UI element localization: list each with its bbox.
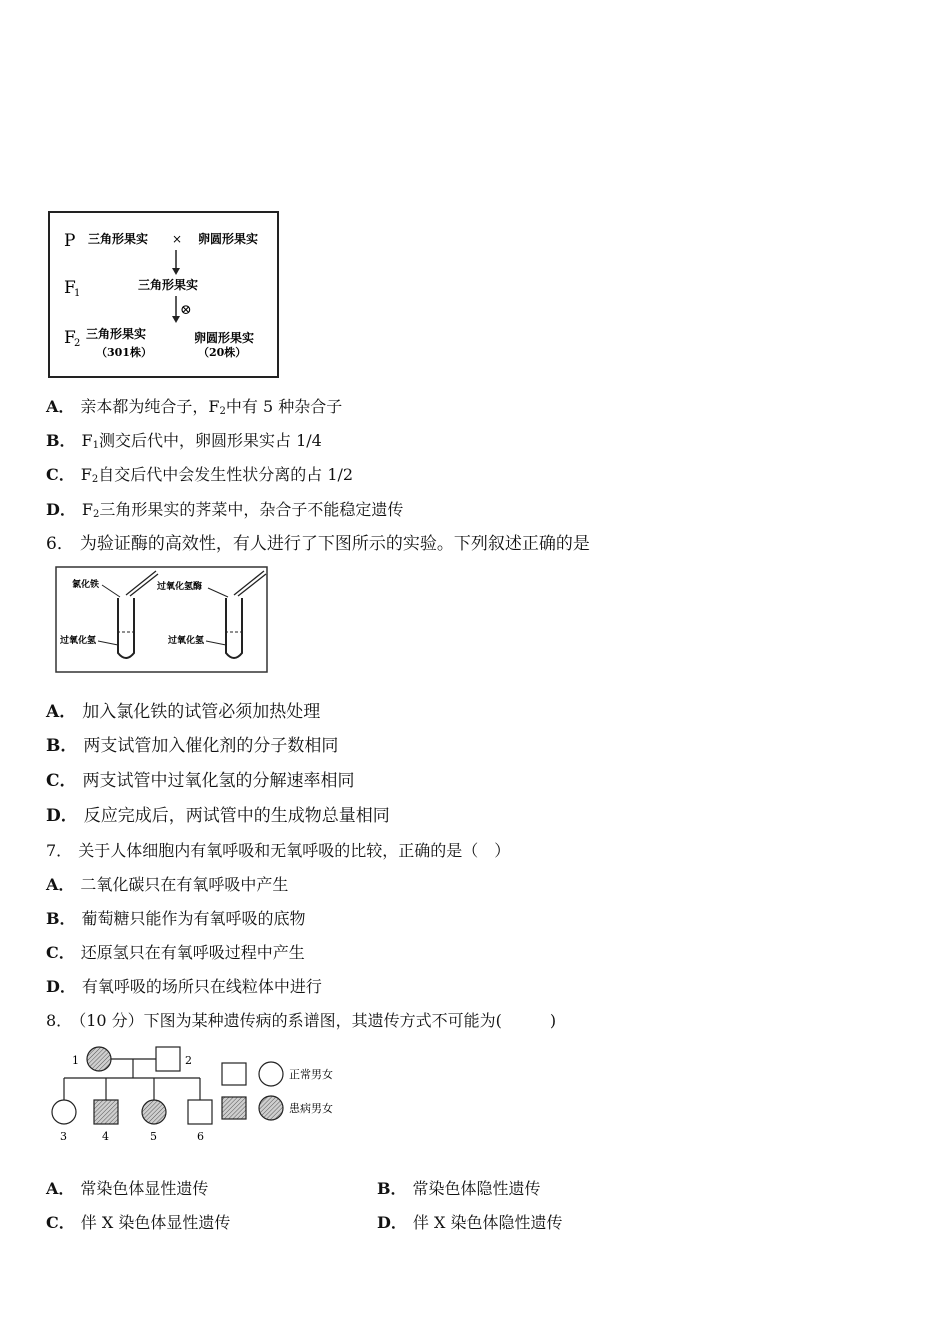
- option-text: 二氧化碳只在有氧呼吸中产生: [80, 875, 289, 894]
- option-text: 还原氢只在有氧呼吸过程中产生: [80, 943, 305, 962]
- f2-right-phenotype: 卵圆形果实: [194, 331, 255, 345]
- q7-option-c: [46, 943, 305, 963]
- q7-stem: [46, 841, 510, 861]
- left-tube-reagent: 氯化铁: [72, 580, 100, 590]
- normal-male-2: [156, 1047, 180, 1071]
- q5-option-a: [46, 397, 342, 422]
- option-letter: B．: [46, 431, 76, 450]
- option-letter: B．: [46, 909, 76, 928]
- option-text: 常染色体隐性遗传: [412, 1179, 541, 1198]
- option-subscript: 2: [91, 474, 99, 485]
- option-letter: B．: [377, 1179, 407, 1198]
- option-letter: C．: [46, 465, 75, 484]
- q6-option-b: [46, 736, 338, 756]
- enzyme-experiment-svg: [54, 565, 270, 675]
- option-letter: D．: [377, 1213, 407, 1232]
- option-text-tail: 中有 5 种杂合子: [225, 397, 343, 416]
- q7-option-b: [46, 909, 306, 929]
- legend-affected-male: [222, 1097, 246, 1119]
- f1-label: F: [64, 278, 76, 298]
- individual-3-number: 3: [60, 1130, 67, 1143]
- left-tube-liquid: 过氧化氢: [60, 636, 97, 646]
- legend-affected-female: [259, 1096, 283, 1120]
- option-text: F: [81, 431, 93, 450]
- p-label: P: [64, 231, 76, 251]
- option-text: 加入氯化铁的试管必须加热处理: [82, 702, 321, 722]
- option-subscript: 2: [93, 509, 100, 520]
- normal-female-3: [52, 1100, 76, 1124]
- q8-option-a: [46, 1179, 208, 1199]
- p-left-phenotype: 三角形果实: [88, 232, 149, 246]
- option-text: 亲本都为纯合子，F: [80, 397, 220, 416]
- option-letter: D．: [46, 806, 78, 826]
- option-letter: A．: [46, 702, 77, 722]
- f2-right-count: （20株）: [198, 346, 247, 359]
- option-letter: C．: [46, 943, 75, 962]
- cross-diagram: [46, 210, 282, 380]
- self-cross-symbol: ⊗: [180, 302, 192, 318]
- individual-4-number: 4: [102, 1130, 109, 1143]
- individual-6-number: 6: [197, 1130, 204, 1143]
- legend-affected-label: 患病男女: [289, 1102, 333, 1115]
- legend-normal-female: [259, 1062, 283, 1086]
- question-text: 为验证酶的高效性，有人进行了下图所示的实验。下列叙述正确的是: [79, 534, 590, 554]
- q6-option-c: [46, 771, 355, 791]
- q8-stem: [46, 1011, 556, 1031]
- option-letter: D．: [46, 500, 76, 519]
- pedigree-svg: [44, 1040, 354, 1150]
- question-text: 关于人体细胞内有氧呼吸和无氧呼吸的比较，正确的是（ ）: [78, 841, 511, 860]
- option-letter: A．: [46, 1179, 75, 1198]
- option-text: 伴 X 染色体显性遗传: [80, 1213, 231, 1232]
- q5-option-b: [46, 431, 322, 456]
- f2-subscript: 2: [74, 338, 81, 349]
- q8-option-b: [377, 1179, 541, 1199]
- option-subscript: 2: [219, 406, 226, 417]
- option-text: 反应完成后，两试管中的生成物总量相同: [83, 806, 390, 826]
- q8-option-d: [377, 1213, 562, 1233]
- option-text-tail: 测交后代中，卵圆形果实占 1/4: [99, 431, 322, 450]
- option-text-tail: 三角形果实的荠菜中，杂合子不能稳定遗传: [99, 500, 404, 519]
- affected-female-5: [142, 1100, 166, 1124]
- legend-normal-label: 正常男女: [289, 1068, 333, 1081]
- option-text: F: [80, 465, 92, 484]
- pedigree-figure: [44, 1040, 354, 1150]
- question-text: （10 分）下图为某种遗传病的系谱图，其遗传方式不可能为( ): [78, 1011, 557, 1030]
- option-text: 两支试管中过氧化氢的分解速率相同: [82, 771, 355, 791]
- option-subscript: 1: [92, 440, 100, 451]
- question-number: 8．: [46, 1011, 73, 1030]
- option-letter: D．: [46, 977, 76, 996]
- affected-female-1: [87, 1047, 111, 1071]
- option-letter: B．: [46, 736, 78, 756]
- affected-male-4: [94, 1100, 118, 1124]
- option-text: F: [81, 500, 93, 519]
- option-letter: A．: [46, 875, 75, 894]
- option-text: 葡萄糖只能作为有氧呼吸的底物: [81, 909, 306, 928]
- q5-option-c: [46, 465, 353, 490]
- enzyme-experiment-figure: [54, 565, 270, 675]
- cross-symbol: ×: [172, 232, 183, 246]
- p-right-phenotype: 卵圆形果实: [198, 232, 259, 246]
- option-text: 有氧呼吸的场所只在线粒体中进行: [81, 977, 322, 996]
- f1-subscript: 1: [74, 288, 81, 299]
- option-text: 常染色体显性遗传: [80, 1179, 209, 1198]
- right-tube-reagent: 过氧化氢酶: [157, 582, 203, 592]
- right-tube-liquid: 过氧化氢: [168, 636, 205, 646]
- option-letter: C．: [46, 771, 77, 791]
- f1-phenotype: 三角形果实: [138, 278, 199, 292]
- f2-left-phenotype: 三角形果实: [86, 327, 147, 341]
- legend-normal-male: [222, 1063, 246, 1085]
- q6-option-a: [46, 702, 320, 722]
- q6-option-d: [46, 806, 390, 826]
- option-text: 伴 X 染色体隐性遗传: [412, 1213, 563, 1232]
- option-text-tail: 自交后代中会发生性状分离的占 1/2: [98, 465, 354, 484]
- question-number: 6．: [46, 534, 74, 554]
- q7-option-a: [46, 875, 288, 895]
- q6-stem: [46, 534, 590, 554]
- f2-left-count: （301株）: [96, 346, 152, 359]
- q8-option-c: [46, 1213, 230, 1233]
- normal-male-6: [188, 1100, 212, 1124]
- f2-label: F: [64, 328, 76, 348]
- q7-option-d: [46, 977, 322, 997]
- option-letter: A．: [46, 397, 75, 416]
- individual-5-number: 5: [150, 1130, 157, 1143]
- option-text: 两支试管加入催化剂的分子数相同: [83, 736, 339, 756]
- question-number: 7．: [46, 841, 73, 860]
- individual-2-number: 2: [185, 1054, 192, 1067]
- individual-1-number: 1: [72, 1054, 79, 1067]
- cross-diagram-svg: [46, 210, 282, 380]
- option-letter: C．: [46, 1213, 75, 1232]
- q5-option-d: [46, 500, 403, 525]
